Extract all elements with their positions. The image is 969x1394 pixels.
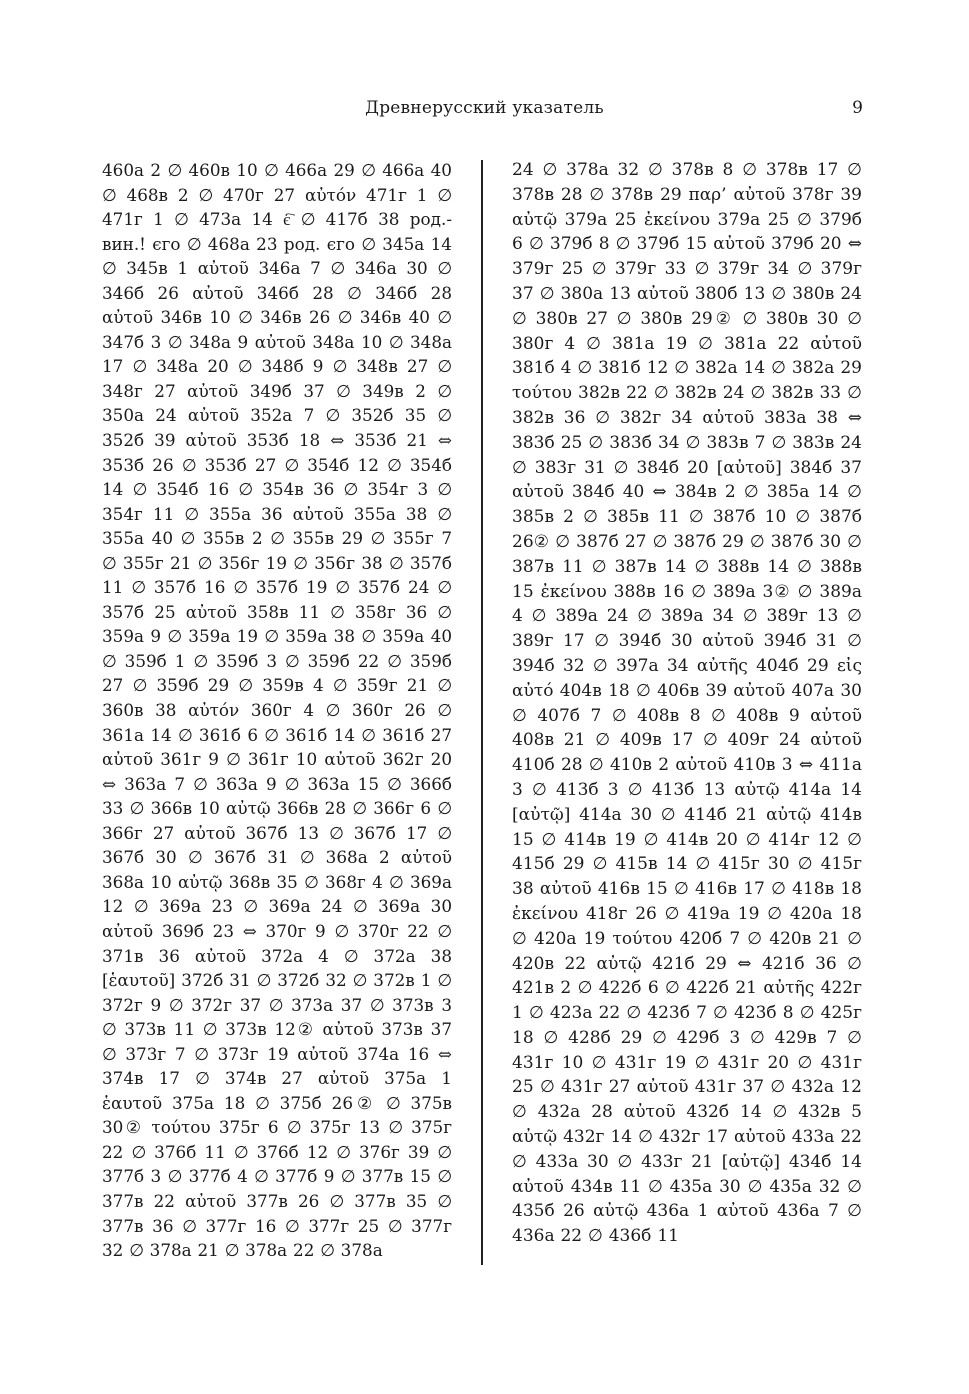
column-divider — [481, 160, 483, 1265]
index-column-right: 24 ∅ 378а 32 ∅ 378в 8 ∅ 378в 17 ∅ 378в 28 ∅ 378в 29 παρ’ αὐτοῦ 378г 39 αὐτῷ 379а 25 ἐκείνου 379а 25 ∅ 379б 6 ∅ 379б 8 ∅ 379б 15 αὐτοῦ 379б 20 ⇔ 379г 25 ∅ 379г 33 ∅ 379г 34 ∅ 379г 37 ∅ 380а 13 αὐτοῦ 380б 13 ∅ 380в 24 ∅ 380в 27 ∅ 380в 29② ∅ 380в 30 ∅ 380г 4 ∅ 381а 19 ∅ 381а 22 αὐτοῦ 381б 4 ∅ 381б 12 ∅ 382а 14 ∅ 382а 29 τούτου 382в 22 ∅ 382в 24 ∅ 382в 33 ∅ 382в 36 ∅ 382г 34 αὐτοῦ 383а 38 ⇔ 383б 25 ∅ 383б 34 ∅ 383в 7 ∅ 383в 24 ∅ 383г 31 ∅ 384б 20 [αὐτοῦ] 384б 37 αὐτοῦ 384б 40 ⇔ 384в 2 ∅ 385а 14 ∅ 385в 2 ∅ 385в 11 ∅ 387б 10 ∅ 387б 26② ∅ 387б 27 ∅ 387б 29 ∅ 387б 30 ∅ 387в 11 ∅ 387в 14 ∅ 388в 14 ∅ 388в 15 ἐκείνου 388в 16 ∅ 389а 3② ∅ 389а 4 ∅ 389а 24 ∅ 389а 34 ∅ 389г 13 ∅ 389г 17 ∅ 394б 30 αὐτοῦ 394б 31 ∅ 394б 32 ∅ 397а 34 αὐτῆς 404б 29 εἰς αὐτό 404в 18 ∅ 406в 39 αὐτοῦ 407а 30 ∅ 407б 7 ∅ 408в 8 ∅ 408в 9 αὐτοῦ 408в 21 ∅ 409в 17 ∅ 409г 24 αὐτοῦ 410б 28 ∅ 410в 2 αὐτοῦ 410в 3 ⇔ 411а 3 ∅ 413б 3 ∅ 413б 13 αὐτῷ 414а 14 [αὐτῷ] 414а 30 ∅ 414б 21 αὐτῷ 414в 15 ∅ 414в 19 ∅ 414в 20 ∅ 414г 12 ∅ 415б 29 ∅ 415в 14 ∅ 415г 30 ∅ 415г 38 αὐτοῦ 416в 15 ∅ 416в 17 ∅ 418в 18 ἐκείνου 418г 26 ∅ 419а 19 ∅ 420а 18 ∅ 420а 19 τούτου 420б 7 ∅ 420в 21 ∅ 420в 22 αὐτῷ 421б 29 ⇔ 421б 36 ∅ 421в 2 ∅ 422б 6 ∅ 422б 21 αὐτῆς 422г 1 ∅ 423а 22 ∅ 423б 7 ∅ 423б 8 ∅ 425г 18 ∅ 428б 29 ∅ 429б 3 ∅ 429в 7 ∅ 431г 10 ∅ 431г 19 ∅ 431г 20 ∅ 431г 25 ∅ 431г 27 αὐτοῦ 431г 37 ∅ 432а 12 ∅ 432а 28 αὐτοῦ 432б 14 ∅ 432в 5 αὐτῷ 432г 14 ∅ 432г 17 αὐτοῦ 433а 22 ∅ 433а 30 ∅ 433г 21 [αὐτῷ] 434б 14 αὐτοῦ 434в 11 ∅ 435а 30 ∅ 435а 32 ∅ 435б 26 αὐτῷ 436а 1 αὐτοῦ 436а 7 ∅ 436а 22 ∅ 436б 11 — [512, 160, 862, 1247]
page-title: Древнерусский указатель — [365, 98, 604, 118]
page-number: 9 — [852, 98, 863, 118]
index-column-left: 460а 2 ∅ 460в 10 ∅ 466а 29 ∅ 466а 40 ∅ 468в 2 ∅ 470г 27 αὐτόν 471г 1 ∅ 471г 1 ∅ 473а 14 є҇ ∅ 417б 38 род.-вин.! єго ∅ 468а 23 род. єго ∅ 345а 14 ∅ 345в 1 αὐτοῦ 346а 7 ∅ 346а 30 ∅ 346б 26 αὐτοῦ 346б 28 ∅ 346б 28 αὐτοῦ 346в 10 ∅ 346в 26 ∅ 346в 40 ∅ 347б 3 ∅ 348а 9 αὐτοῦ 348а 10 ∅ 348а 17 ∅ 348а 20 ∅ 348б 9 ∅ 348в 27 ∅ 348г 27 αὐτοῦ 349б 37 ∅ 349в 2 ∅ 350а 24 αὐτοῦ 352а 7 ∅ 352б 35 ∅ 352б 39 αὐτοῦ 353б 18 ⇔ 353б 21 ⇔ 353б 26 ∅ 353б 27 ∅ 354б 12 ∅ 354б 14 ∅ 354б 16 ∅ 354в 36 ∅ 354г 3 ∅ 354г 11 ∅ 355а 36 αὐτοῦ 355а 38 ∅ 355а 40 ∅ 355в 2 ∅ 355в 29 ∅ 355г 7 ∅ 355г 21 ∅ 356г 19 ∅ 356г 38 ∅ 357б 11 ∅ 357б 16 ∅ 357б 19 ∅ 357б 24 ∅ 357б 25 αὐτοῦ 358в 11 ∅ 358г 36 ∅ 359а 9 ∅ 359а 19 ∅ 359а 38 ∅ 359а 40 ∅ 359б 1 ∅ 359б 3 ∅ 359б 22 ∅ 359б 27 ∅ 359б 29 ∅ 359в 4 ∅ 359г 21 ∅ 360в 38 αὐτόν 360г 4 ∅ 360г 26 ∅ 361а 14 ∅ 361б 6 ∅ 361б 14 ∅ 361б 27 αὐτοῦ 361г 9 ∅ 361г 10 αὐτοῦ 362г 20 ⇔ 363а 7 ∅ 363а 9 ∅ 363а 15 ∅ 366б 33 ∅ 366в 10 αὐτῷ 366в 28 ∅ 366г 6 ∅ 366г 27 αὐτοῦ 367б 13 ∅ 367б 17 ∅ 367б 30 ∅ 367б 31 ∅ 368а 2 αὐτοῦ 368а 10 αὐτῷ 368в 35 ∅ 368г 4 ∅ 369а 12 ∅ 369а 23 ∅ 369а 24 ∅ 369а 30 αὐτοῦ 369б 23 ⇔ 370г 9 ∅ 370г 22 ∅ 371в 36 αὐτοῦ 372а 4 ∅ 372а 38 [ἑαυτοῦ] 372б 31 ∅ 372б 32 ∅ 372в 1 ∅ 372г 9 ∅ 372г 37 ∅ 373а 37 ∅ 373в 3 ∅ 373в 11 ∅ 373в 12② αὐτοῦ 373в 37 ∅ 373г 7 ∅ 373г 19 αὐτοῦ 374а 16 ⇔ 374в 17 ∅ 374в 27 αὐτοῦ 375а 1 ἑαυτοῦ 375а 18 ∅ 375б 26② ∅ 375в 30② τούτου 375г 6 ∅ 375г 13 ∅ 375г 22 ∅ 376б 11 ∅ 376б 12 ∅ 376г 39 ∅ 377б 3 ∅ 377б 4 ∅ 377б 9 ∅ 377в 15 ∅ 377в 22 αὐτοῦ 377в 26 ∅ 377в 35 ∅ 377в 36 ∅ 377г 16 ∅ 377г 25 ∅ 377г 32 ∅ 378а 21 ∅ 378а 22 ∅ 378а — [102, 160, 452, 1261]
running-header — [0, 98, 969, 124]
